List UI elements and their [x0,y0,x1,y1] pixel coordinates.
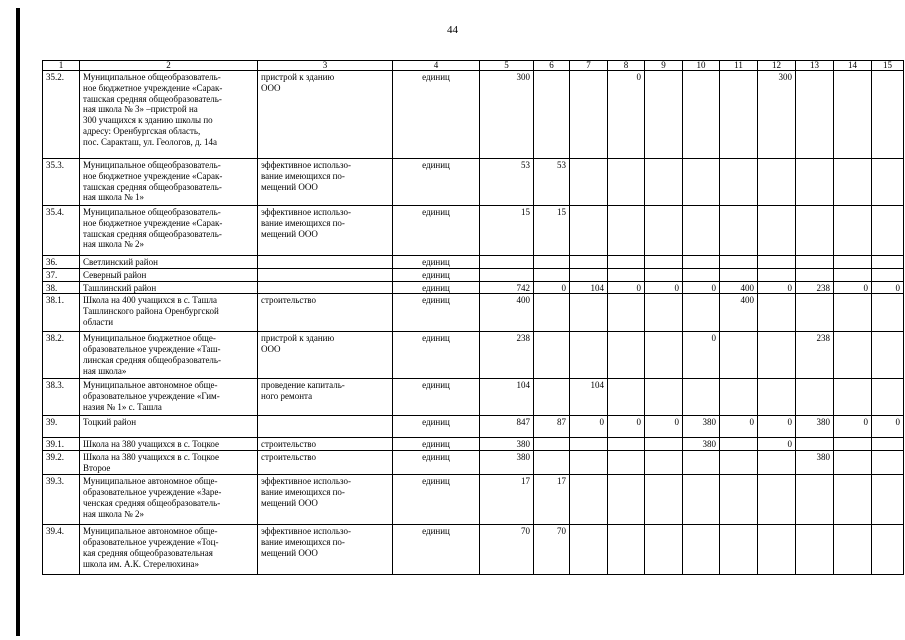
measure-cell: проведение капиталь- ного ремонта [258,379,393,416]
value-cell [645,525,683,575]
header-cell: 4 [393,61,480,71]
value-cell [720,475,758,525]
table-row [43,438,904,451]
value-cell: 380 [480,438,534,451]
value-cell [608,256,645,269]
header-cell: 12 [758,61,796,71]
value-cell [720,332,758,379]
value-cell [683,525,720,575]
value-cell [758,159,796,206]
value-cell: 0 [608,71,645,159]
value-cell [480,268,534,281]
value-cell: 87 [534,416,570,438]
header-cell: 11 [720,61,758,71]
value-cell [608,379,645,416]
value-cell [534,294,570,332]
value-cell [645,256,683,269]
table-body [43,61,904,575]
header-cell: 14 [834,61,872,71]
object-name-cell: Муниципальное автономное обще- образовательное учреждение «Тоц- кая средняя общеобразовательная школа им. А.К. Стерелюхина» [80,525,258,575]
value-cell [834,438,872,451]
value-cell [570,475,608,525]
row-number-cell: 38. [43,281,80,294]
value-cell [480,256,534,269]
value-cell [683,71,720,159]
value-cell [872,332,904,379]
value-cell [720,451,758,475]
row-number-cell: 35.4. [43,206,80,256]
value-cell [834,206,872,256]
value-cell [758,451,796,475]
object-name-cell: Муниципальное общеобразователь- ное бюджетное учреждение «Сарак- ташская средняя общеобразователь- ная школа № 3» –пристрой на 300 учащихся к зданию школы по адресу: Оренбургская область, пос. Саракташ, ул. Геологов, д. 14а [80,71,258,159]
header-cell: 6 [534,61,570,71]
row-number-cell: 39.1. [43,438,80,451]
value-cell [796,159,834,206]
value-cell [872,438,904,451]
value-cell [758,379,796,416]
value-cell [683,256,720,269]
value-cell [608,475,645,525]
value-cell [608,294,645,332]
table-row [43,206,904,256]
header-cell: 2 [80,61,258,71]
value-cell: 104 [480,379,534,416]
value-cell [796,256,834,269]
value-cell [645,475,683,525]
value-cell [683,475,720,525]
value-cell [720,438,758,451]
value-cell [834,159,872,206]
value-cell [570,256,608,269]
value-cell [796,475,834,525]
value-cell [796,268,834,281]
measure-cell: строительство [258,451,393,475]
value-cell [872,475,904,525]
value-cell [534,379,570,416]
measure-cell: пристрой к зданию ООО [258,332,393,379]
value-cell [872,159,904,206]
value-cell [645,332,683,379]
value-cell [758,475,796,525]
table-row [43,451,904,475]
value-cell: 0 [645,416,683,438]
value-cell: 70 [480,525,534,575]
header-cell: 9 [645,61,683,71]
unit-cell: единиц [393,451,480,475]
value-cell [683,379,720,416]
value-cell [758,256,796,269]
header-cell: 7 [570,61,608,71]
value-cell [796,206,834,256]
value-cell [872,525,904,575]
object-name-cell: Тоцкий район [80,416,258,438]
value-cell: 15 [534,206,570,256]
object-name-cell: Муниципальное бюджетное обще- образовательное учреждение «Таш- линская средняя общеобразователь- ная школа» [80,332,258,379]
value-cell: 0 [834,281,872,294]
table-row [43,332,904,379]
value-cell [570,159,608,206]
value-cell [683,268,720,281]
value-cell [720,71,758,159]
value-cell [683,206,720,256]
value-cell [834,451,872,475]
value-cell: 0 [683,332,720,379]
unit-cell: единиц [393,206,480,256]
row-number-cell: 38.3. [43,379,80,416]
header-cell: 10 [683,61,720,71]
value-cell: 0 [758,416,796,438]
object-name-cell: Школа на 380 учащихся в с. Тоцкое [80,438,258,451]
unit-cell: единиц [393,71,480,159]
measure-cell: эффективное использо- вание имеющихся по- мещений ООО [258,475,393,525]
table-row [43,416,904,438]
header-cell: 1 [43,61,80,71]
value-cell [534,268,570,281]
measure-cell [258,281,393,294]
value-cell [834,256,872,269]
value-cell [872,71,904,159]
value-cell [758,525,796,575]
value-cell: 0 [683,281,720,294]
value-cell: 0 [872,416,904,438]
value-cell [758,268,796,281]
measure-cell: эффективное использо- вание имеющихся по- мещений ООО [258,159,393,206]
value-cell [796,525,834,575]
table-row [43,281,904,294]
measure-cell: эффективное использо- вание имеющихся по- мещений ООО [258,206,393,256]
value-cell: 15 [480,206,534,256]
value-cell [534,332,570,379]
value-cell [683,451,720,475]
object-name-cell: Муниципальное общеобразователь- ное бюджетное учреждение «Сарак- ташская средняя общеобразователь- ная школа № 1» [80,159,258,206]
value-cell: 400 [720,294,758,332]
value-cell [834,294,872,332]
value-cell: 0 [645,281,683,294]
value-cell [645,451,683,475]
object-name-cell: Муниципальное автономное обще- образовательное учреждение «Заре- ченская средняя общеобразователь- ная школа № 2» [80,475,258,525]
value-cell: 0 [758,438,796,451]
value-cell [608,332,645,379]
value-cell [683,294,720,332]
table-row [43,379,904,416]
measure-cell [258,416,393,438]
table-row [43,256,904,269]
unit-cell: единиц [393,268,480,281]
value-cell: 847 [480,416,534,438]
row-number-cell: 39.4. [43,525,80,575]
row-number-cell: 38.2. [43,332,80,379]
value-cell: 0 [570,416,608,438]
value-cell: 104 [570,281,608,294]
value-cell [534,438,570,451]
value-cell [608,206,645,256]
row-number-cell: 38.1. [43,294,80,332]
value-cell: 0 [534,281,570,294]
value-cell [608,268,645,281]
value-cell [570,294,608,332]
row-number-cell: 39.3. [43,475,80,525]
value-cell: 300 [480,71,534,159]
value-cell: 0 [608,416,645,438]
object-name-cell: Муниципальное автономное обще- образовательное учреждение «Гим- назия № 1» с. Ташла [80,379,258,416]
value-cell: 400 [480,294,534,332]
value-cell [608,451,645,475]
measure-cell: строительство [258,438,393,451]
value-cell [758,332,796,379]
row-number-cell: 39.2. [43,451,80,475]
header-cell: 8 [608,61,645,71]
unit-cell: единиц [393,416,480,438]
value-cell: 53 [480,159,534,206]
value-cell: 0 [758,281,796,294]
header-cell: 5 [480,61,534,71]
value-cell [758,206,796,256]
value-cell [570,206,608,256]
unit-cell: единиц [393,438,480,451]
object-name-cell: Светлинский район [80,256,258,269]
value-cell [645,71,683,159]
value-cell [720,256,758,269]
measure-cell [258,268,393,281]
object-name-cell: Муниципальное общеобразователь- ное бюджетное учреждение «Сарак- ташская средняя общеобразователь- ная школа № 2» [80,206,258,256]
value-cell: 0 [872,281,904,294]
unit-cell: единиц [393,332,480,379]
object-name-cell: Школа на 400 учащихся в с. Ташла Ташлинского района Оренбургской области [80,294,258,332]
header-cell: 15 [872,61,904,71]
value-cell: 380 [796,451,834,475]
value-cell [720,379,758,416]
value-cell: 300 [758,71,796,159]
data-table [42,60,904,575]
value-cell [834,268,872,281]
table-row [43,475,904,525]
value-cell: 70 [534,525,570,575]
value-cell [534,451,570,475]
value-cell [834,71,872,159]
value-cell: 742 [480,281,534,294]
value-cell: 0 [608,281,645,294]
value-cell: 380 [683,416,720,438]
unit-cell: единиц [393,525,480,575]
value-cell: 104 [570,379,608,416]
value-cell: 238 [480,332,534,379]
table-row [43,525,904,575]
object-name-cell: Ташлинский район [80,281,258,294]
value-cell [720,159,758,206]
value-cell [570,268,608,281]
value-cell [570,525,608,575]
value-cell [872,206,904,256]
value-cell [834,525,872,575]
header-cell: 3 [258,61,393,71]
value-cell [645,438,683,451]
table-row [43,268,904,281]
value-cell: 0 [720,416,758,438]
value-cell [570,332,608,379]
table-row [43,294,904,332]
row-number-cell: 37. [43,268,80,281]
row-number-cell: 35.2. [43,71,80,159]
value-cell: 380 [796,416,834,438]
header-row [43,61,904,71]
value-cell [570,438,608,451]
value-cell [872,268,904,281]
value-cell: 238 [796,332,834,379]
header-cell: 13 [796,61,834,71]
value-cell [534,256,570,269]
table-row [43,71,904,159]
value-cell: 0 [834,416,872,438]
value-cell [796,294,834,332]
binding-bar [16,8,20,636]
page-number: 44 [447,24,458,36]
value-cell [645,206,683,256]
value-cell [534,71,570,159]
unit-cell: единиц [393,281,480,294]
object-name-cell: Школа на 380 учащихся в с. Тоцкое Второе [80,451,258,475]
value-cell [796,71,834,159]
value-cell [834,379,872,416]
value-cell [758,294,796,332]
unit-cell: единиц [393,256,480,269]
value-cell [608,159,645,206]
measure-cell: пристрой к зданию ООО [258,71,393,159]
value-cell [834,475,872,525]
object-name-cell: Северный район [80,268,258,281]
value-cell [608,438,645,451]
value-cell [608,525,645,575]
row-number-cell: 35.3. [43,159,80,206]
value-cell: 400 [720,281,758,294]
value-cell [720,268,758,281]
value-cell: 380 [683,438,720,451]
table-row [43,159,904,206]
value-cell [872,256,904,269]
value-cell [796,379,834,416]
measure-cell [258,256,393,269]
value-cell: 17 [534,475,570,525]
value-cell [570,451,608,475]
measure-cell: строительство [258,294,393,332]
value-cell [645,379,683,416]
value-cell [834,332,872,379]
unit-cell: единиц [393,294,480,332]
unit-cell: единиц [393,475,480,525]
row-number-cell: 36. [43,256,80,269]
value-cell [796,438,834,451]
row-number-cell: 39. [43,416,80,438]
measure-cell: эффективное использо- вание имеющихся по- мещений ООО [258,525,393,575]
value-cell [720,525,758,575]
value-cell [645,268,683,281]
unit-cell: единиц [393,379,480,416]
value-cell [872,294,904,332]
value-cell [645,159,683,206]
value-cell [683,159,720,206]
value-cell: 17 [480,475,534,525]
value-cell [720,206,758,256]
unit-cell: единиц [393,159,480,206]
value-cell [872,379,904,416]
value-cell: 53 [534,159,570,206]
value-cell: 238 [796,281,834,294]
value-cell: 380 [480,451,534,475]
value-cell [645,294,683,332]
value-cell [872,451,904,475]
value-cell [570,71,608,159]
